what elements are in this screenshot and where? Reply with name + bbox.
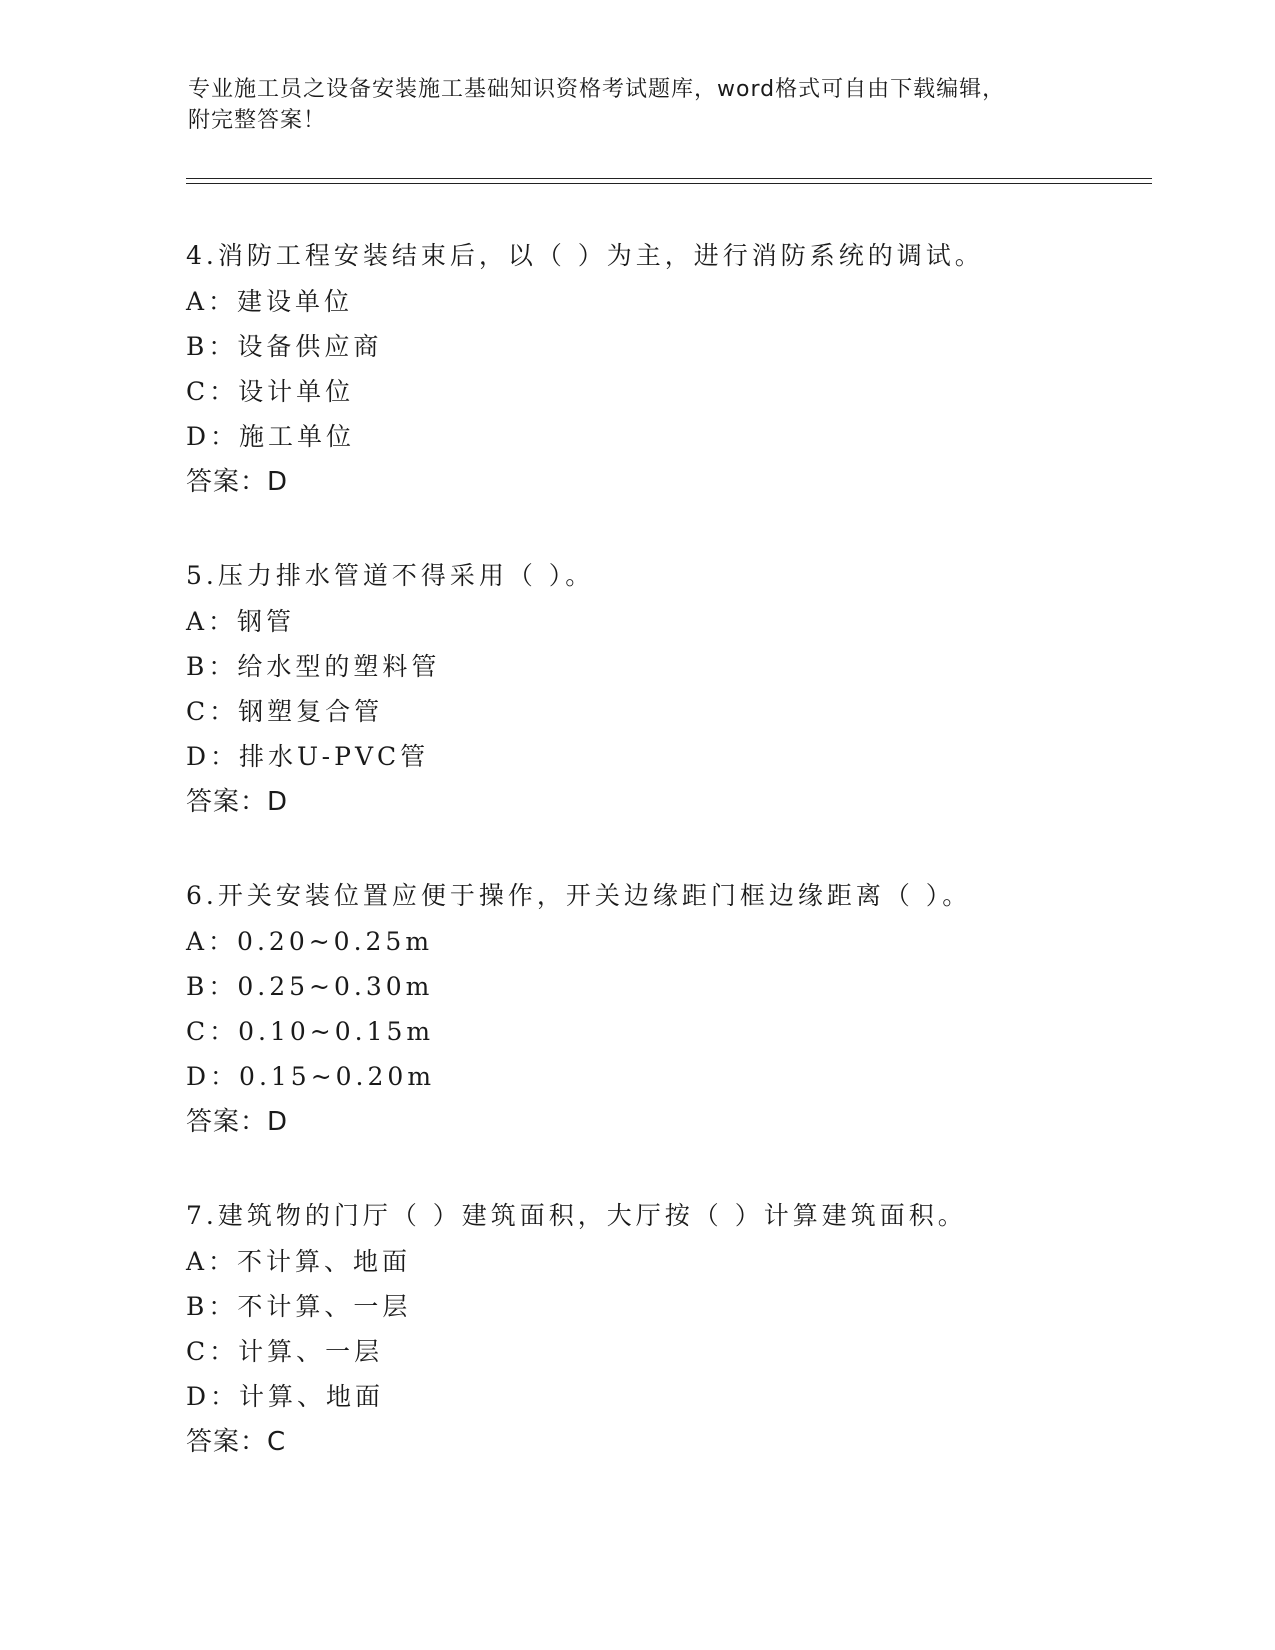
answer: 答案：D [186,467,289,497]
question-7 [186,1193,967,1465]
answer: 答案：D [186,787,289,817]
option-a: A：0.20~0.25m [186,927,434,956]
question-stem: 5.压力排水管道不得采用（ ）。 [186,561,595,590]
option-b: B：0.25~0.30m [186,972,434,1001]
header-line-1: 专业施工员之设备安装施工基础知识资格考试题库，word格式可自由下载编辑， [188,77,1006,102]
option-d: D：0.15~0.20m [186,1062,436,1091]
option-c: C：钢塑复合管 [186,697,384,726]
answer: 答案：C [186,1427,287,1457]
option-b: B：设备供应商 [186,332,383,361]
question-stem: 4.消防工程安装结束后，以（ ）为主，进行消防系统的调试。 [186,241,984,270]
header-line-2: 附完整答案！ [188,108,327,133]
option-c: C：计算、一层 [186,1337,384,1366]
option-c: C：0.10~0.15m [186,1017,435,1046]
question-stem: 6.开关安装位置应便于操作，开关边缘距门框边缘距离（ ）。 [186,881,972,910]
option-c: C：设计单位 [186,377,355,406]
question-4 [186,233,984,505]
document-header [188,74,1078,136]
header-divider-top [186,178,1152,179]
option-b: B：给水型的塑料管 [186,652,441,681]
answer: 答案：D [186,1107,289,1137]
option-d: D：施工单位 [186,422,356,451]
header-divider-bottom [186,183,1152,184]
question-6 [186,873,971,1145]
option-d: D：计算、地面 [186,1382,385,1411]
option-d: D：排水U-PVC管 [186,742,430,771]
option-b: B：不计算、一层 [186,1292,412,1321]
option-a: A：钢管 [186,607,296,636]
question-stem: 7.建筑物的门厅（ ）建筑面积，大厅按（ ）计算建筑面积。 [186,1201,967,1230]
question-5 [186,553,594,825]
option-a: A：不计算、地面 [186,1247,412,1276]
option-a: A：建设单位 [186,287,354,316]
